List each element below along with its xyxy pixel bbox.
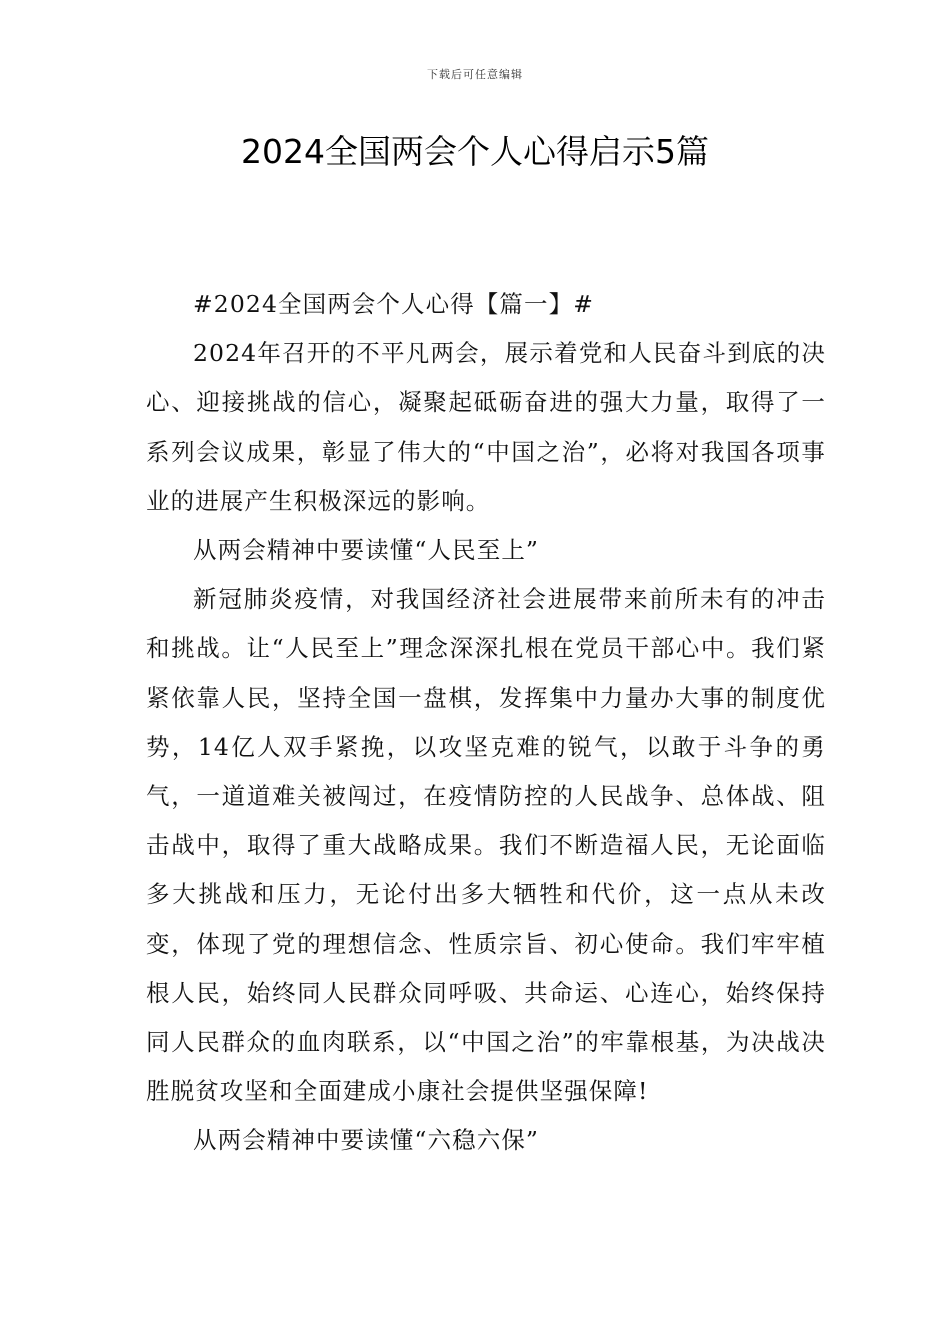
section-heading-part-one: #2024全国两会个人心得【篇一】#	[193, 290, 594, 318]
subheading-people-first: 从两会精神中要读懂“人民至上”	[193, 536, 540, 565]
header-note: 下载后可任意编辑	[427, 68, 523, 81]
people-first-paragraph: 新冠肺炎疫情，对我国经济社会进展带来前所未有的冲击和挑战。让“人民至上”理念深深扎根在党员干部心中。我们紧紧依靠人民，坚持全国一盘棋，发挥集中力量办大事的制度优势，14亿人双手紧挽，以攻坚克难的锐气，以敢于斗争的勇气，一道道难关被闯过，在疫情防控的人民战争、总体战、阻击战中，取得了重大战略成果。我们不断造福人民，无论面临多大挑战和压力，无论付出多大牺牲和代价，这一点从未改变，体现了党的理想信念、性质宗旨、初心使命。我们牢牢植根人民，始终同人民群众同呼吸、共命运、心连心，始终保持同人民群众的血肉联系，以“中国之治”的牢靠根基，为决战决胜脱贫攻坚和全面建成小康社会提供坚强保障!	[146, 585, 826, 1106]
subheading-six-stabilities: 从两会精神中要读懂“六稳六保”	[193, 1126, 540, 1155]
document-body	[146, 280, 826, 1166]
intro-paragraph: 2024年召开的不平凡两会，展示着党和人民奋斗到底的决心、迎接挑战的信心，凝聚起砥砺奋进的强大力量，取得了一系列会议成果，彰显了伟大的“中国之治”，必将对我国各项事业的进展产生积极深远的影响。	[146, 339, 826, 515]
document-title: 2024全国两会个人心得启示5篇	[241, 132, 709, 171]
